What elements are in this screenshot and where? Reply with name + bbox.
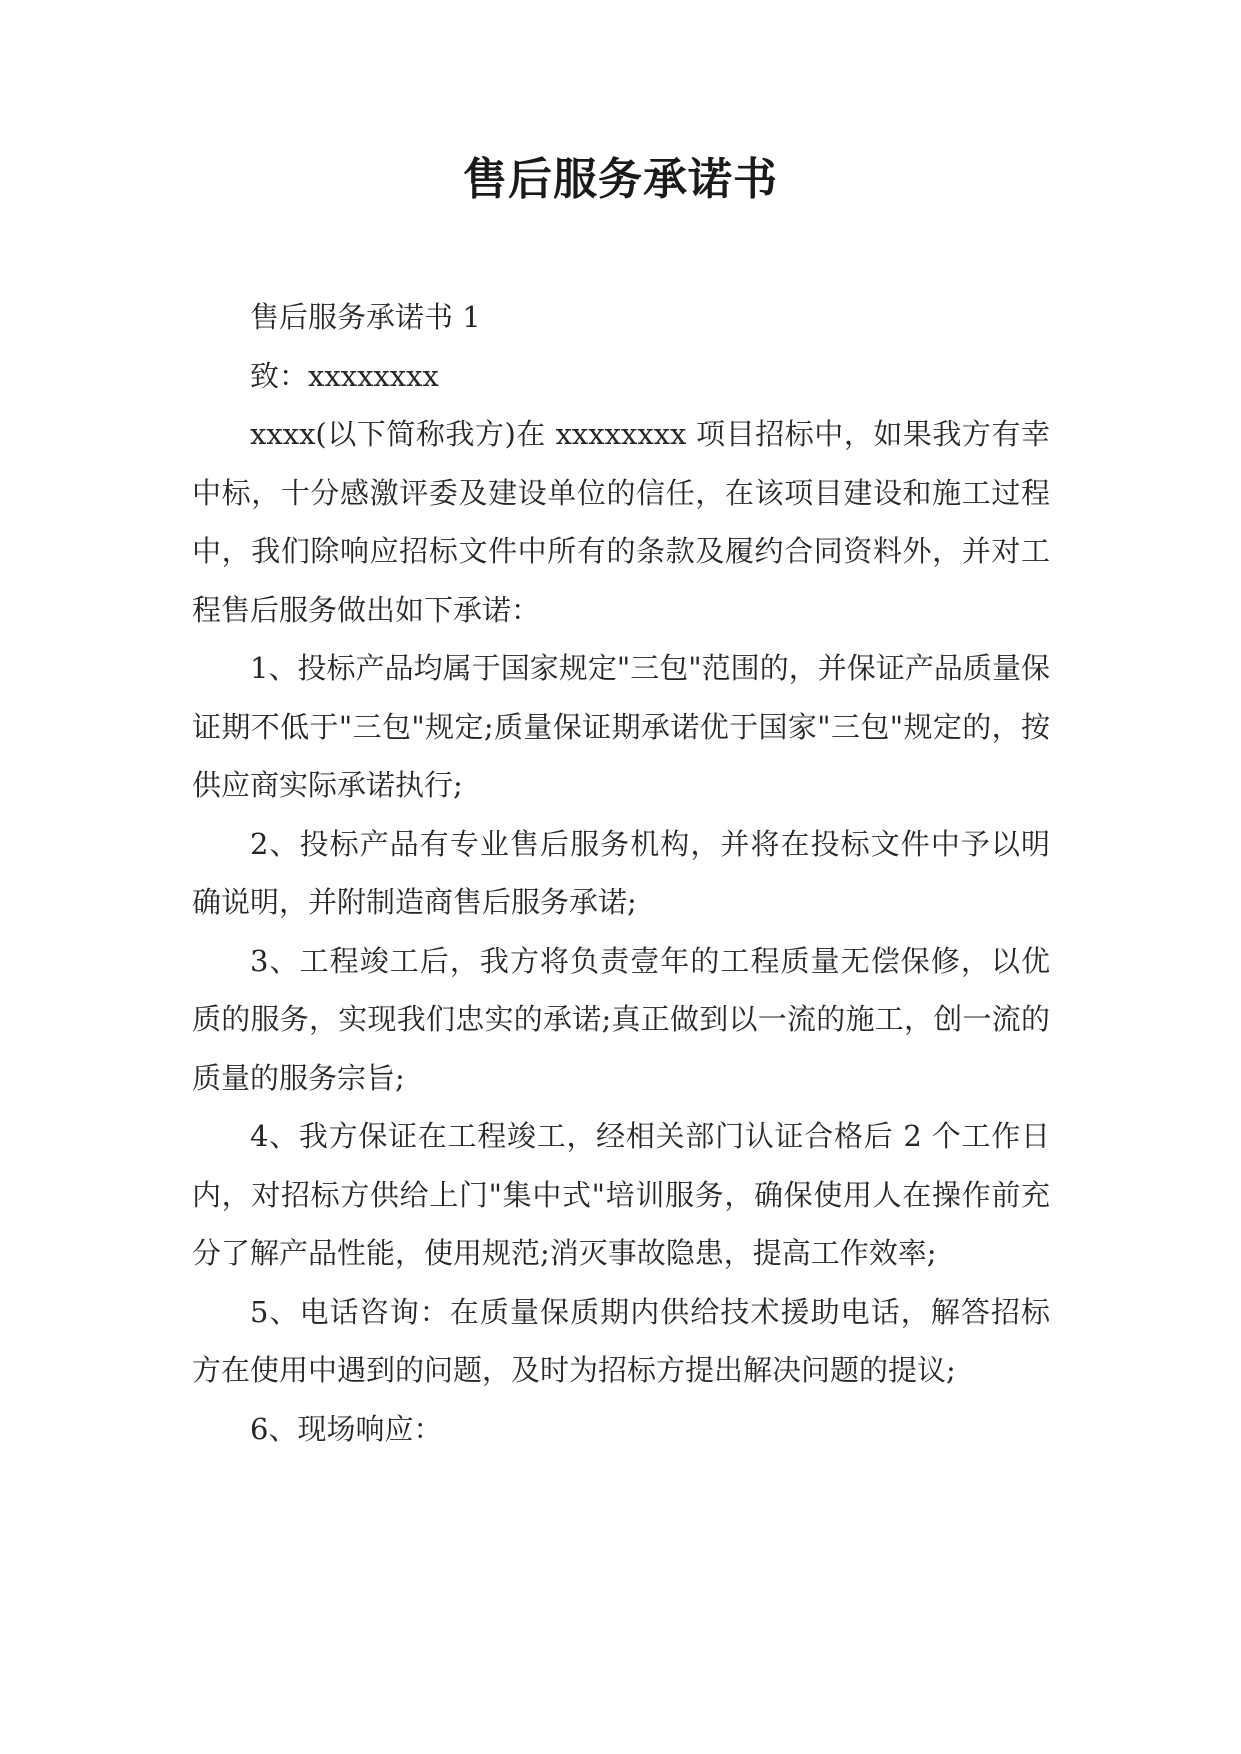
document-title: 售后服务承诺书 (463, 154, 778, 205)
paragraph-item-4: 4、我方保证在工程竣工，经相关部门认证合格后 2 个工作日内，对招标方供给上门"集中式"培训服务，确保使用人在操作前充分了解产品性能，使用规范;消灭事故隐患，提高工作效率; (192, 1119, 1050, 1270)
paragraph-intro: xxxx(以下简称我方)在 xxxxxxxx 项目招标中，如果我方有幸中标，十分感激评委及建设单位的信任，在该项目建设和施工过程中，我们除响应招标文件中所有的条款及履约合同资料外，并对工程售后服务做出如下承诺： (192, 417, 1050, 627)
paragraph-item-3: 3、工程竣工后，我方将负责壹年的工程质量无偿保修，以优质的服务，实现我们忠实的承诺;真正做到以一流的施工，创一流的质量的服务宗旨; (192, 943, 1050, 1095)
paragraph-item-6: 6、现场响应： (250, 1411, 443, 1446)
paragraph-heading: 售后服务承诺书 1 (250, 300, 481, 334)
paragraph-item-1: 1、投标产品均属于国家规定"三包"范围的，并保证产品质量保证期不低于"三包"规定;质量保证期承诺优于国家"三包"规定的，按供应商实际承诺执行; (192, 651, 1050, 802)
paragraph-item-2: 2、投标产品有专业售后服务机构，并将在投标文件中予以明确说明，并附制造商售后服务承诺; (192, 826, 1050, 919)
paragraph-item-5: 5、电话咨询：在质量保质期内供给技术援助电话，解答招标方在使用中遇到的问题，及时为招标方提出解决问题的提议; (192, 1294, 1050, 1387)
paragraph-recipient: 致：xxxxxxxx (250, 358, 439, 393)
document-body (192, 288, 1050, 1458)
